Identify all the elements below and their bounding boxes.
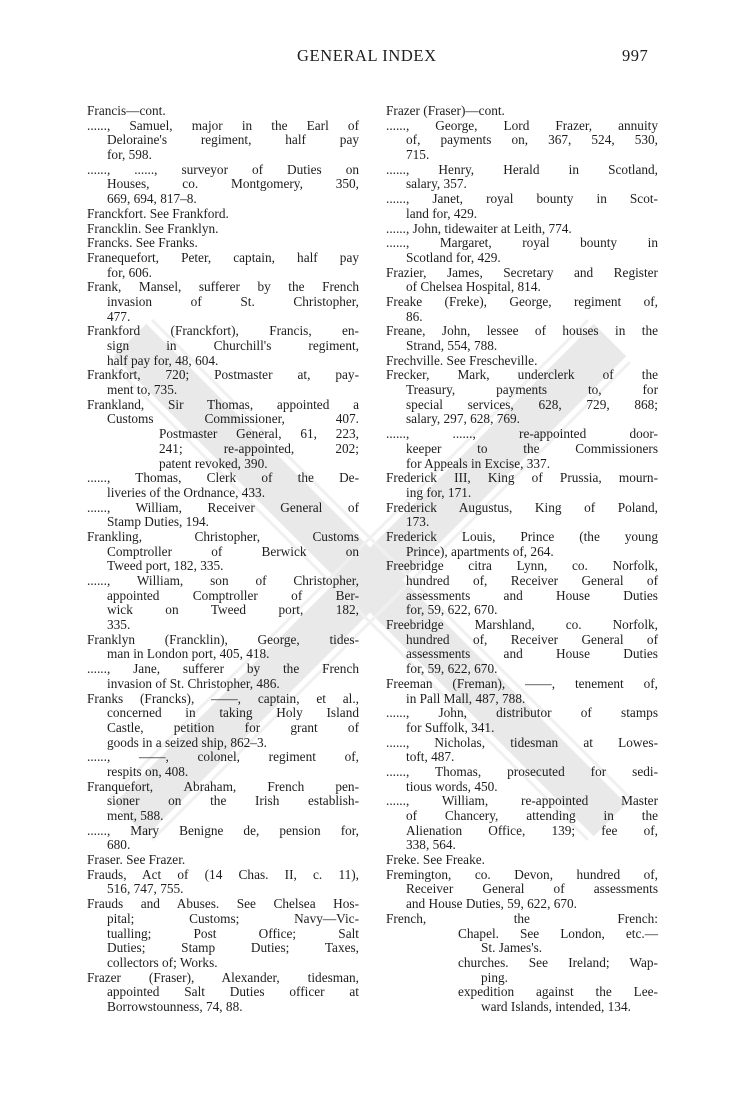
index-line: Freebridge Marshland, co. Norfolk, [386,617,658,633]
index-line: 477. [107,308,131,324]
index-line: ......, Samuel, major in the Earl of [87,117,359,133]
index-line: keeper to the Commissioners [406,440,658,456]
index-line: Frederick Augustus, King of Poland, [386,499,658,515]
index-line: for, 598. [107,147,152,163]
index-line: half pay for, 48, 604. [107,352,219,368]
index-line: Borrowstounness, 74, 88. [107,998,243,1014]
index-line: ment, 588. [107,808,164,823]
index-line: 241; re-appointed, 202; [159,440,359,456]
index-line: Chapel. See London, etc.— [458,925,658,941]
index-line: land for, 429. [406,205,478,221]
index-line: Receiver General of assessments [406,881,658,897]
index-line: Frankford (Franckfort), Francis, en- [87,323,359,339]
index-line: 335. [107,617,131,633]
index-line: Francks. See Franks. [87,235,198,251]
index-line: sioner on the Irish establish- [107,793,359,809]
index-line: Frank, Mansel, sufferer by the French [87,279,359,295]
index-line: invasion of St. Christopher, [107,293,359,309]
index-line: Frauds, Act of (14 Chas. II, c. 11), [87,866,359,882]
index-line: Postmaster General, 61, 223, [159,426,359,442]
index-line: Freebridge citra Lynn, co. Norfolk, [386,558,658,574]
index-line: sign in Churchill's regiment, [107,338,359,353]
index-line: Deloraine's regiment, half pay [107,132,359,148]
index-line: 516, 747, 755. [107,881,184,897]
index-line: ping. [481,969,508,985]
index-line: ......, John, distributor of stamps [386,705,658,721]
index-line: 715. [406,147,430,163]
index-line: of Chelsea Hospital, 814. [406,279,541,295]
index-line: ......, Margaret, royal bounty in [386,235,658,251]
index-line: liveries of the Ordnance, 433. [107,484,266,500]
index-line: Freane, John, lessee of houses in the [386,323,658,339]
index-line: Houses, co. Montgomery, 350, [107,176,359,192]
index-line: for, 59, 622, 670. [406,602,498,618]
index-line: ......, Mary Benigne de, pension for, [87,822,359,838]
index-line: Franquefort, Abraham, French pen- [87,778,359,794]
index-line: Fraser. See Frazer. [87,852,186,868]
index-line: Frankland, Sir Thomas, appointed a [87,396,359,412]
index-line: salary, 297, 628, 769. [406,411,520,427]
index-line: Frazer (Fraser), Alexander, tidesman, [87,969,359,985]
index-line: Frankfort, 720; Postmaster at, pay- [87,367,359,383]
index-line: ......, Henry, Herald in Scotland, [386,161,658,177]
index-line: pital; Customs; Navy—Vic- [107,910,359,926]
index-line: Scotland for, 429. [406,249,501,265]
index-line: in Pall Mall, 487, 788. [406,690,526,706]
running-header [0,46,740,70]
index-line: Frazier, James, Secretary and Register [386,264,658,280]
index-line: 86. [406,308,423,324]
index-line: toft, 487. [406,749,455,765]
index-line: Franequefort, Peter, captain, half pay [87,249,359,265]
index-line: invasion of St. Christopher, 486. [107,675,280,691]
index-line: Freeman (Freman), ——, tenement of, [386,675,658,691]
index-line: Fremington, co. Devon, hundred of, [386,866,658,882]
index-line: ......, Janet, royal bounty in Scot- [386,191,658,207]
index-line: 680. [107,837,131,853]
index-line: 669, 694, 817–8. [107,191,197,207]
index-line: Francklin. See Franklyn. [87,220,219,236]
index-column-left [87,104,359,1015]
index-line: Frecker, Mark, underclerk of the [386,367,658,383]
index-line: hundred of, Receiver General of [406,573,658,588]
index-line: for, 59, 622, 670. [406,661,498,677]
index-line: wick on Tweed port, 182, [107,602,359,618]
index-line: Frechville. See Frescheville. [386,352,538,368]
index-line: ......, ——, colonel, regiment of, [87,749,359,765]
index-line: ......, William, son of Christopher, [87,573,359,588]
index-line: Freke. See Freake. [386,852,485,868]
index-line: appointed Salt Duties officer at [107,984,359,1000]
index-line: of Chancery, attending in the [406,808,658,823]
index-line: Frankling, Christopher, Customs [87,528,359,544]
index-line: ......, Nicholas, tidesman at Lowes- [386,734,658,750]
index-line: and House Duties, 59, 622, 670. [406,896,577,912]
index-line: Comptroller of Berwick on [107,543,359,559]
index-line: tious words, 450. [406,778,498,794]
index-line: salary, 357. [406,176,467,192]
index-line: Strand, 554, 788. [406,338,498,353]
index-line: ......, John, tidewaiter at Leith, 774. [386,220,572,236]
index-line: Tweed port, 182, 335. [107,558,224,574]
index-line: assessments and House Duties [406,587,658,603]
index-line: assessments and House Duties [406,646,658,662]
index-line: patent revoked, 390. [159,455,268,471]
index-line: Customs Commissioner, 407. [107,411,359,427]
index-line: French, the French: [386,910,658,926]
index-line: respits on, 408. [107,763,189,779]
index-line: hundred of, Receiver General of [406,631,658,647]
index-line: Frazer (Fraser)—cont. [386,103,505,118]
index-line: for Appeals in Excise, 337. [406,455,551,471]
index-line: St. James's. [481,940,543,956]
index-line: Freake (Freke), George, regiment of, [386,293,658,309]
index-line: man in London port, 405, 418. [107,646,270,662]
index-line: Frederick III, King of Prussia, mourn- [386,470,658,486]
index-line: ......, Jane, sufferer by the French [87,661,359,677]
page-number: 997 [622,46,649,65]
index-line: appointed Comptroller of Ber- [107,587,359,603]
index-line: Duties; Stamp Duties; Taxes, [107,940,359,956]
index-line: Franklyn (Francklin), George, tides- [87,631,359,647]
index-line: of, payments on, 367, 524, 530, [406,132,658,148]
index-line: goods in a seized ship, 862–3. [107,734,267,750]
page-title: GENERAL INDEX [297,46,437,65]
index-line: Frederick Louis, Prince (the young [386,528,658,544]
index-line: Castle, petition for grant of [107,719,359,735]
index-line: ment to, 735. [107,382,178,398]
index-line: Treasury, payments to, for [406,382,658,398]
index-line: ......, ......, re-appointed door- [386,426,658,442]
index-line: Frauds and Abuses. See Chelsea Hos- [87,896,359,912]
index-line: 173. [406,514,430,530]
index-line: ......, ......, surveyor of Duties on [87,161,359,177]
index-line: Franks (Francks), ——, captain, et al., [87,690,359,706]
index-line: tualling; Post Office; Salt [107,925,359,941]
index-line: Francis—cont. [87,103,166,118]
index-line: ......, Thomas, prosecuted for sedi- [386,763,658,779]
index-line: ing for, 171. [406,484,472,500]
index-line: ward Islands, intended, 134. [481,998,631,1014]
index-line: expedition against the Lee- [458,984,658,1000]
index-line: ......, Thomas, Clerk of the De- [87,470,359,486]
index-line: concerned in taking Holy Island [107,705,359,721]
index-line: collectors of; Works. [107,954,218,970]
index-line: for Suffolk, 341. [406,719,495,735]
index-line: Alienation Office, 139; fee of, [406,822,658,838]
index-line: 338, 564. [406,837,456,853]
index-line: for, 606. [107,264,152,280]
index-line: special services, 628, 729, 868; [406,396,658,412]
index-line: churches. See Ireland; Wap- [458,954,658,970]
index-line: ......, George, Lord Frazer, annuity [386,117,658,133]
index-column-right [386,104,658,1015]
index-line: Stamp Duties, 194. [107,514,209,530]
index-line: ......, William, Receiver General of [87,499,359,515]
index-line: ......, William, re-appointed Master [386,793,658,809]
index-line: Prince), apartments of, 264. [406,543,554,559]
index-line: Franckfort. See Frankford. [87,205,229,221]
